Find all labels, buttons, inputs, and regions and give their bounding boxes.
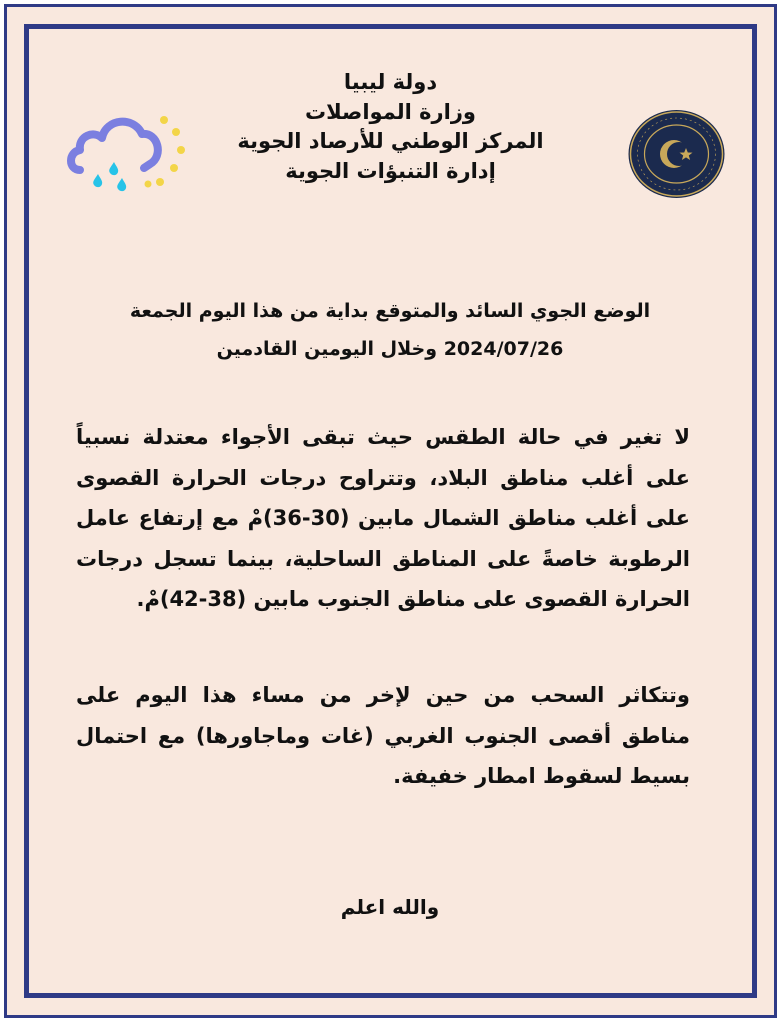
country-name: دولة ليبيا <box>343 70 438 94</box>
ministry-name: وزارة المواصلات <box>304 99 476 124</box>
center-name: المركز الوطني للأرصاد الجوية <box>237 129 544 153</box>
title-line-1: الوضع الجوي السائد والمتوقع بداية من هذا اليوم الجمعة <box>129 300 651 322</box>
forecast-paragraph-2: وتتكاثر السحب من حين لإخر من مساء هذا اليوم على مناطق أقصى الجنوب الغربي (غات وماجاورها) مع احتمال بسيط لسقوط امطار خفيفة. <box>76 683 690 788</box>
closing-phrase: والله اعلم <box>340 895 440 919</box>
department-name: إدارة التنبؤات الجوية <box>285 158 496 183</box>
forecast-title <box>90 292 690 368</box>
header-block <box>200 68 581 186</box>
forecast-paragraph-1: لا تغير في حالة الطقس حيث تبقى الأجواء معتدلة نسبياً على أغلب مناطق البلاد، وتتراوح درجات الحرارة القصوى على أغلب مناطق الشمال مابين (30-36)مْ مع إرتفاع عامل الرطوبة خاصةً على المناطق الساحلية، بينما تسجل درجات الحرارة القصوى على مناطق الجنوب مابين (38-42)مْ. <box>76 425 690 611</box>
cloud-rain-sun-icon <box>66 112 190 196</box>
title-line-2: 2024/07/26 وخلال اليومين القادمين <box>216 338 564 360</box>
ministry-emblem-icon <box>626 108 727 200</box>
